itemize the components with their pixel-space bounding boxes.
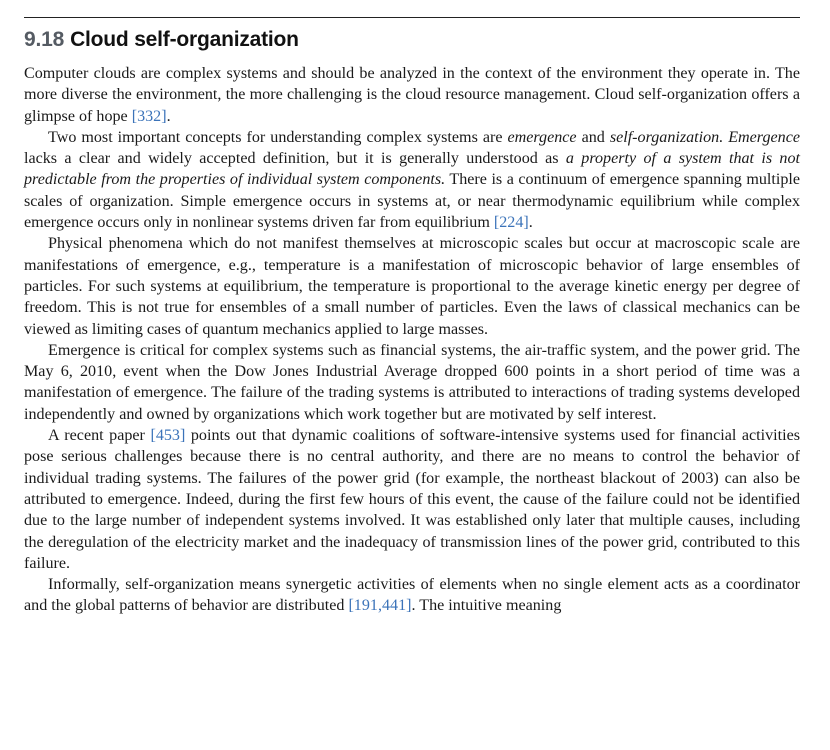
text-run: and bbox=[576, 128, 610, 146]
citation-link[interactable]: [191,441] bbox=[348, 597, 412, 615]
emphasis-definition: a property of a system that is not predictable from the properties of individual system components. bbox=[24, 150, 800, 189]
text-run: . bbox=[528, 214, 533, 232]
text-run: Physical phenomena which do not manifest themselves at microscopic scales but occur at macroscopic scale are manifestations of emergence, e.g., temperature is a manifestation of microscopic behavior of large ensembles of particles. For such systems at equilibrium, the temperature is proportional to the average kinetic energy per degree of freedom. This is not true for ensembles of a small number of particles. Even the laws of classical mechanics can be viewed as limiting cases of quantum mechanics applied to large masses. bbox=[24, 235, 800, 338]
text-run: There is a continuum of emergence spanning multiple scales of organization. Simple emergence occurs in systems at, or near thermodynamic equilibrium while complex emergence occurs only in nonlinear systems driven far from equilibrium bbox=[24, 171, 800, 232]
paragraph-1 bbox=[24, 63, 800, 127]
citation-link[interactable]: [332] bbox=[131, 107, 167, 125]
top-rule bbox=[24, 17, 800, 18]
text-run: . bbox=[166, 107, 171, 125]
text-run: points out that dynamic coalitions of software-intensive systems used for financial activities pose serious challenges because there is no central authority, and there are no means to control the behavior of individual trading systems. The failures of the power grid (for example, the northeast blackout of 2003) can also be attributed to emergence. Indeed, during the first few hours of this event, the cause of the failure could not be identified due to the large number of independent systems involved. It was established only later that multiple causes, including the deregulation of the electricity market and the inadequacy of transmission lines of the power grid, contributed to this failure. bbox=[24, 427, 800, 572]
emphasis-term: self-organization. Emergence bbox=[609, 128, 800, 146]
paragraph-3 bbox=[24, 233, 800, 339]
section-title: Cloud self-organization bbox=[70, 28, 299, 51]
text-run: lacks a clear and widely accepted definition, but it is generally understood as bbox=[24, 150, 566, 168]
paragraph-5 bbox=[24, 425, 800, 574]
text-run: A recent paper bbox=[48, 427, 151, 445]
citation-link[interactable]: [224] bbox=[493, 214, 529, 232]
text-run: Informally, self-organization means synergetic activities of elements when no single element acts as a coordinator and the global patterns of behavior are distributed bbox=[24, 576, 800, 615]
text-run: Emergence is critical for complex systems such as financial systems, the air-traffic system, and the power grid. The May 6, 2010, event when the Dow Jones Industrial Average dropped 600 points in a short period of time was a manifestation of emergence. The failure of the trading systems is attributed to interactions of trading systems developed independently and owned by organizations which work together but are motivated by self interest. bbox=[24, 341, 800, 423]
section-heading bbox=[24, 26, 299, 54]
text-run: Two most important concepts for understanding complex systems are bbox=[48, 128, 508, 146]
citation-link[interactable]: [453] bbox=[150, 427, 186, 445]
body-text bbox=[24, 63, 800, 617]
text-run: . The intuitive meaning bbox=[411, 597, 562, 615]
paragraph-6 bbox=[24, 574, 800, 617]
section-number: 9.18 bbox=[24, 28, 65, 51]
emphasis-term: emergence bbox=[507, 128, 577, 146]
paragraph-4 bbox=[24, 340, 800, 425]
paragraph-2 bbox=[24, 127, 800, 233]
text-run: Computer clouds are complex systems and should be analyzed in the context of the environment they operate in. The more diverse the environment, the more challenging is the cloud resource management. Cloud self-organization offers a glimpse of hope bbox=[24, 65, 800, 125]
